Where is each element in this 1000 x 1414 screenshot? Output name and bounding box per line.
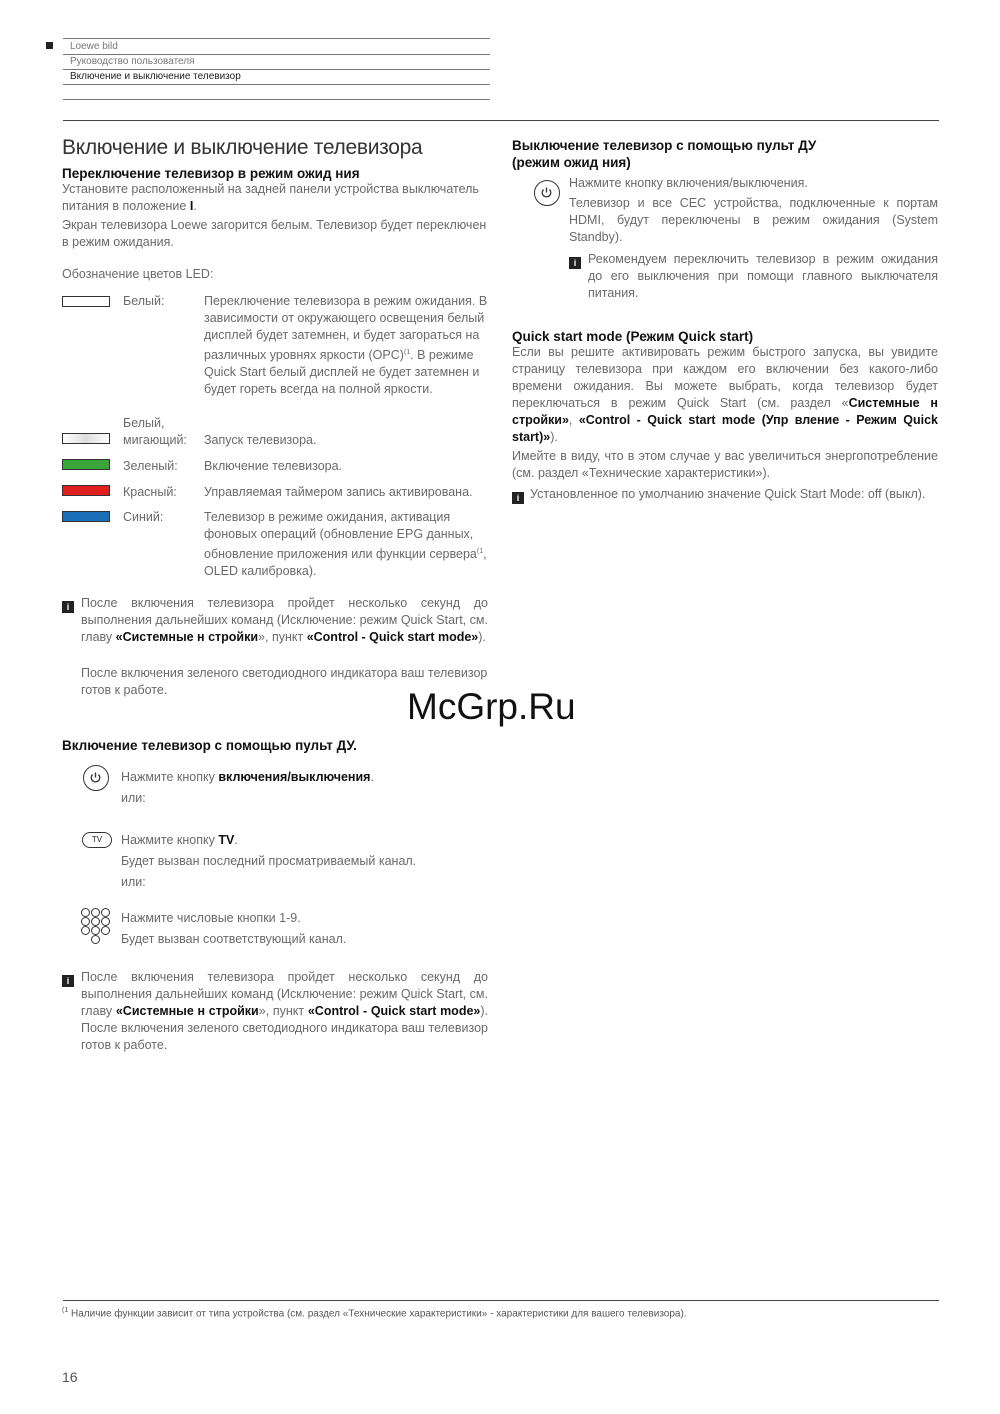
- led-legend-label: Обозначение цветов LED:: [62, 267, 214, 281]
- led-white-blinking-label-1: Белый,: [123, 416, 165, 430]
- watermark: McGrp.Ru: [407, 686, 576, 727]
- digits-result: Будет вызван соответствующий канал.: [121, 932, 347, 946]
- standby-paragraph-1: Установите расположенный на задней панели устройства выключатель питания в положение I.: [62, 182, 479, 213]
- led-white-blinking-label-2: мигающий:: [123, 433, 187, 447]
- standby-paragraph-2: Экран телевизора Loewe загорится белым. Телевизор будет переключен в режим ожидания.: [62, 218, 487, 249]
- breadcrumb-rule: [63, 54, 490, 55]
- led-green-desc: Включение телевизора.: [204, 459, 343, 473]
- standby-heading: Переключение телевизор в режим ожид ния: [62, 166, 360, 181]
- number-keys-icon: [81, 908, 111, 942]
- tv-button-icon: TV: [82, 832, 112, 848]
- led-white-blinking-desc: Запуск телевизора.: [204, 433, 317, 447]
- footnote-rule: [63, 1300, 939, 1301]
- quick-start-paragraph: Если вы решите активировать режим быстрого запуска, вы увидите страницу телевизора при каждом его включении без какого-либо времени ожидания. Вы можете выбрать, когда телевизор будет переключаться в режим Quick Start (см. раздел «Системные н стройки», «Control - Quick start mode (Упр вление - Режим Quick start)»).: [512, 345, 938, 444]
- or-text: или:: [121, 875, 146, 889]
- breadcrumb-current: Включение и выключение телевизор: [70, 71, 241, 82]
- led-blue-label: Синий:: [123, 510, 164, 524]
- led-white-desc: Переключение телевизора в режим ожидания. В зависимости от окружающего освещения белый дисплей будет затемнен, и будет загораться на различных уровнях яркости (OPC)$^{(1}$. В режиме Quick Start белый дисплей не будет затемнен и будет гореть всегда на полной яркости.: [204, 294, 488, 397]
- info-icon: i: [62, 971, 74, 989]
- breadcrumb-rule: [63, 69, 490, 70]
- quick-start-energy-note: Имейте в виду, что в этом случае у вас увеличиться энергопотребление (см. раздел «Технические характеристики»).: [512, 449, 938, 480]
- footnote: $^{(1}$ Наличие функции зависит от типа устройства (см. раздел «Технические характеристики» - характеристики для вашего телевизора).: [62, 1307, 687, 1320]
- remote-off-heading-2: (режим ожид ния): [512, 155, 631, 170]
- breadcrumb-rule: [63, 99, 490, 100]
- led-blue-desc: Телевизор в режиме ожидания, активация фоновых операций (обновление EPG данных, обновление приложения или функции сервера$^{(1}$, OLED калибровка).: [204, 510, 487, 579]
- led-red-label: Красный:: [123, 485, 177, 499]
- remote-on-note: После включения телевизора пройдет несколько секунд до выполнения дальнейших команд (Исключение: режим Quick Start, см. главу «Системные н стройки», пункт «Control - Quick start mode»). После включения зеленого светодиодного индикатора ваш телевизор готов к работе.: [81, 970, 488, 1052]
- page-title: Включение и выключение телевизора: [62, 136, 423, 159]
- section-rule: [63, 120, 939, 121]
- quick-start-heading: Quick start mode (Режим Quick start): [512, 329, 754, 344]
- led-red-swatch: [62, 485, 110, 496]
- led-blue-swatch: [62, 511, 110, 522]
- off-instruction: Нажмите кнопку включения/выключения.: [569, 176, 808, 190]
- breadcrumb-rule: [63, 38, 490, 39]
- standby-note: После включения телевизора пройдет несколько секунд до выполнения дальнейших команд (Исключение: режим Quick Start, см. главу «Системные н стройки», пункт «Control - Quick start mode»).: [81, 596, 488, 644]
- tv-instruction: Нажмите кнопку TV.: [121, 833, 238, 847]
- info-icon: i: [62, 597, 74, 615]
- led-white-blinking-swatch: [62, 433, 110, 444]
- power-button-icon: [534, 180, 560, 206]
- breadcrumb-item: Loewe bild: [70, 41, 118, 52]
- standby-note-2: После включения зеленого светодиодного индикатора ваш телевизор готов к работе.: [81, 666, 488, 697]
- bullet-square-icon: [46, 42, 53, 49]
- off-paragraph: Телевизор и все CEC устройства, подключенные к портам HDMI, будут переключены в режим ожидания (System Standby).: [569, 196, 938, 244]
- page-number: 16: [62, 1369, 78, 1385]
- led-green-swatch: [62, 459, 110, 470]
- led-white-label: Белый:: [123, 294, 165, 308]
- remote-on-heading: Включение телевизор с помощью пульт ДУ.: [62, 738, 357, 753]
- tv-result: Будет вызван последний просматриваемый канал.: [121, 854, 417, 868]
- info-icon: i: [569, 253, 581, 271]
- breadcrumb-item: Руководство пользователя: [70, 56, 195, 67]
- breadcrumb-rule: [63, 84, 490, 85]
- quick-start-default: Установленное по умолчанию значение Quick Start Mode: off (выкл).: [530, 487, 926, 501]
- info-icon: i: [512, 488, 524, 506]
- or-text: или:: [121, 791, 146, 805]
- off-note: Рекомендуем переключить телевизор в режим ожидания до его выключения при помощи главного выключателя питания.: [588, 252, 938, 300]
- remote-off-heading-1: Выключение телевизор с помощью пульт ДУ: [512, 138, 817, 153]
- digits-instruction: Нажмите числовые кнопки 1-9.: [121, 911, 301, 925]
- power-instruction: Нажмите кнопку включения/выключения.: [121, 770, 374, 784]
- led-green-label: Зеленый:: [123, 459, 178, 473]
- led-white-swatch: [62, 296, 110, 307]
- led-red-desc: Управляемая таймером запись активирована.: [204, 485, 473, 499]
- power-button-icon: [83, 765, 109, 791]
